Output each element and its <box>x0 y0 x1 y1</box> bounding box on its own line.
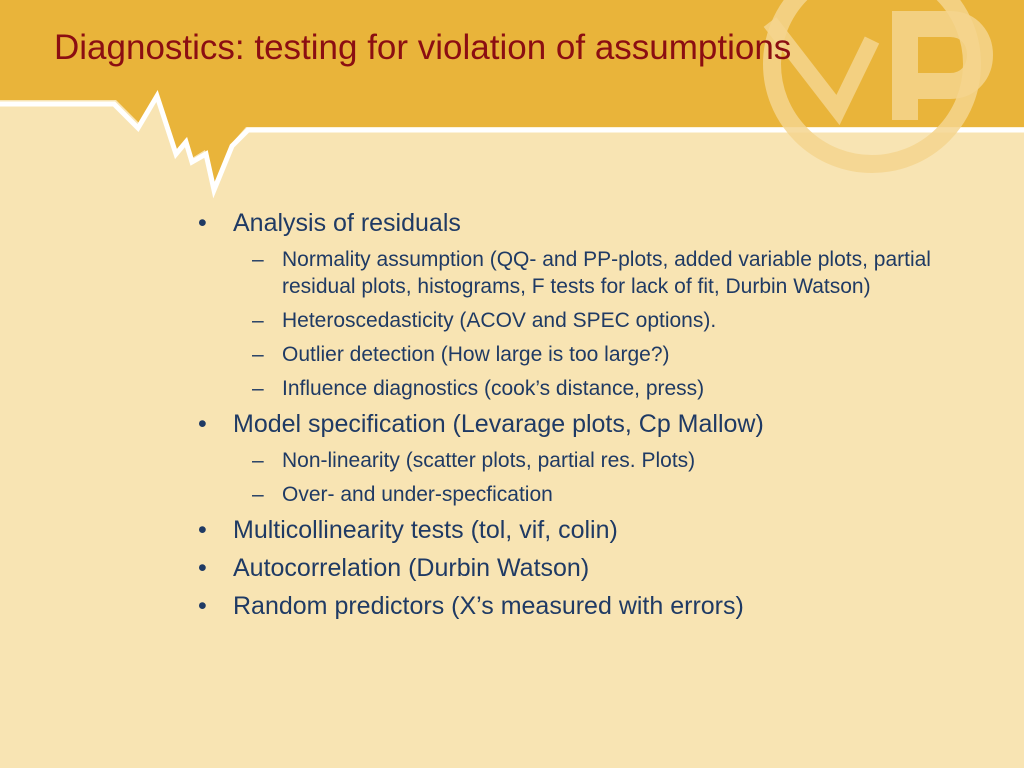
sub-bullet-text: Normality assumption (QQ- and PP-plots, added variable plots, partial residual plots, histograms, F tests for lack of fit, Durbin Watson) <box>282 248 931 298</box>
bullet-item <box>196 208 936 238</box>
sub-bullet-text: Influence diagnostics (cook’s distance, press) <box>282 377 705 400</box>
bullet-item <box>196 515 936 545</box>
bullet-text: Model specification (Levarage plots, Cp Mallow) <box>233 410 764 438</box>
sub-bullet-item <box>252 246 936 300</box>
sub-bullet-text: Non-linearity (scatter plots, partial res. Plots) <box>282 449 696 472</box>
bullet-marker: • <box>198 516 207 544</box>
bullet-item <box>196 591 936 621</box>
bullet-item <box>196 409 936 439</box>
bullet-text: Random predictors (X’s measured with errors) <box>233 592 744 620</box>
sub-bullet-item <box>252 481 936 508</box>
sub-bullet-marker: – <box>252 309 264 332</box>
sub-bullet-text: Outlier detection (How large is too large?) <box>282 343 670 366</box>
sub-bullet-marker: – <box>252 483 264 506</box>
bullet-text: Analysis of residuals <box>233 209 461 237</box>
bullet-item <box>196 553 936 583</box>
bullet-text: Autocorrelation (Durbin Watson) <box>233 554 590 582</box>
sub-bullet-marker: – <box>252 343 264 366</box>
bullet-text: Multicollinearity tests (tol, vif, colin) <box>233 516 618 544</box>
bullet-marker: • <box>198 592 207 620</box>
sub-bullet-item <box>252 447 936 474</box>
bullet-list <box>196 208 936 629</box>
bullet-marker: • <box>198 554 207 582</box>
sub-bullet-item <box>252 375 936 402</box>
sub-bullet-text: Heteroscedasticity (ACOV and SPEC options). <box>282 309 717 332</box>
sub-bullet-marker: – <box>252 377 264 400</box>
bullet-marker: • <box>198 209 207 237</box>
bullet-marker: • <box>198 410 207 438</box>
sub-bullet-marker: – <box>252 248 264 271</box>
slide-title: Diagnostics: testing for violation of assumptions <box>54 28 792 67</box>
sub-bullet-item <box>252 307 936 334</box>
sub-bullet-marker: – <box>252 449 264 472</box>
sub-bullet-text: Over- and under-specfication <box>282 483 553 506</box>
sub-bullet-item <box>252 341 936 368</box>
